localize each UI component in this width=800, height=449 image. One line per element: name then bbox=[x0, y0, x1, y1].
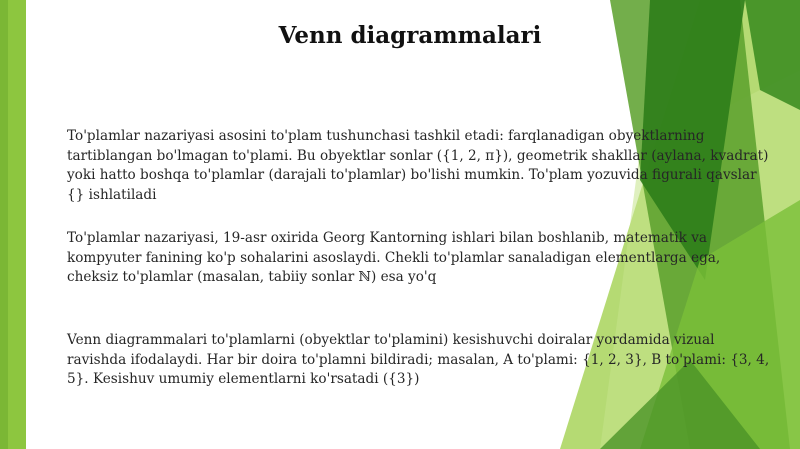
paragraph-set-theory-history: To'plamlar nazariyasi, 19-asr oxirida Georg Kantorning ishlari bilan boshlanib, matematik va kompyuter fanining ko'p sohalarini asoslaydi. Chekli to'plamlar sanaladigan elementlarga ega, cheksiz to'plamlar (masalan, tabiiy sonlar ℕ) esa yo'q bbox=[67, 230, 721, 285]
paragraph-set-theory-basics: To'plamlar nazariyasi asosini to'plam tushunchasi tashkil etadi: farqlanadigan obyektlarning tartiblangan bo'lmagan to'plami. Bu obyektlar sonlar ({1, 2, π}), geometrik shakllar (aylana, kvadrat) yoki hatto boshqa to'plamlar (darajali to'plamlar) bo'lishi mumkin. To'plam yozuvida figurali qavslar {} ishlatiladi bbox=[67, 128, 769, 203]
left-accent-bar-shade bbox=[0, 0, 8, 449]
slide-title: Venn diagrammalari bbox=[278, 22, 542, 49]
paragraph-venn-diagrams: Venn diagrammalari to'plamlarni (obyektlar to'plamini) kesishuvchi doiralar yordamida vizual ravishda ifodalaydi. Har bir doira to'plamni bildiradi; masalan, A to'plami: {1, 2, 3}, B to'plami: {3, 4, 5}. Kesishuv umumiy elementlarni ko'rsatadi ({3}) bbox=[67, 332, 770, 387]
